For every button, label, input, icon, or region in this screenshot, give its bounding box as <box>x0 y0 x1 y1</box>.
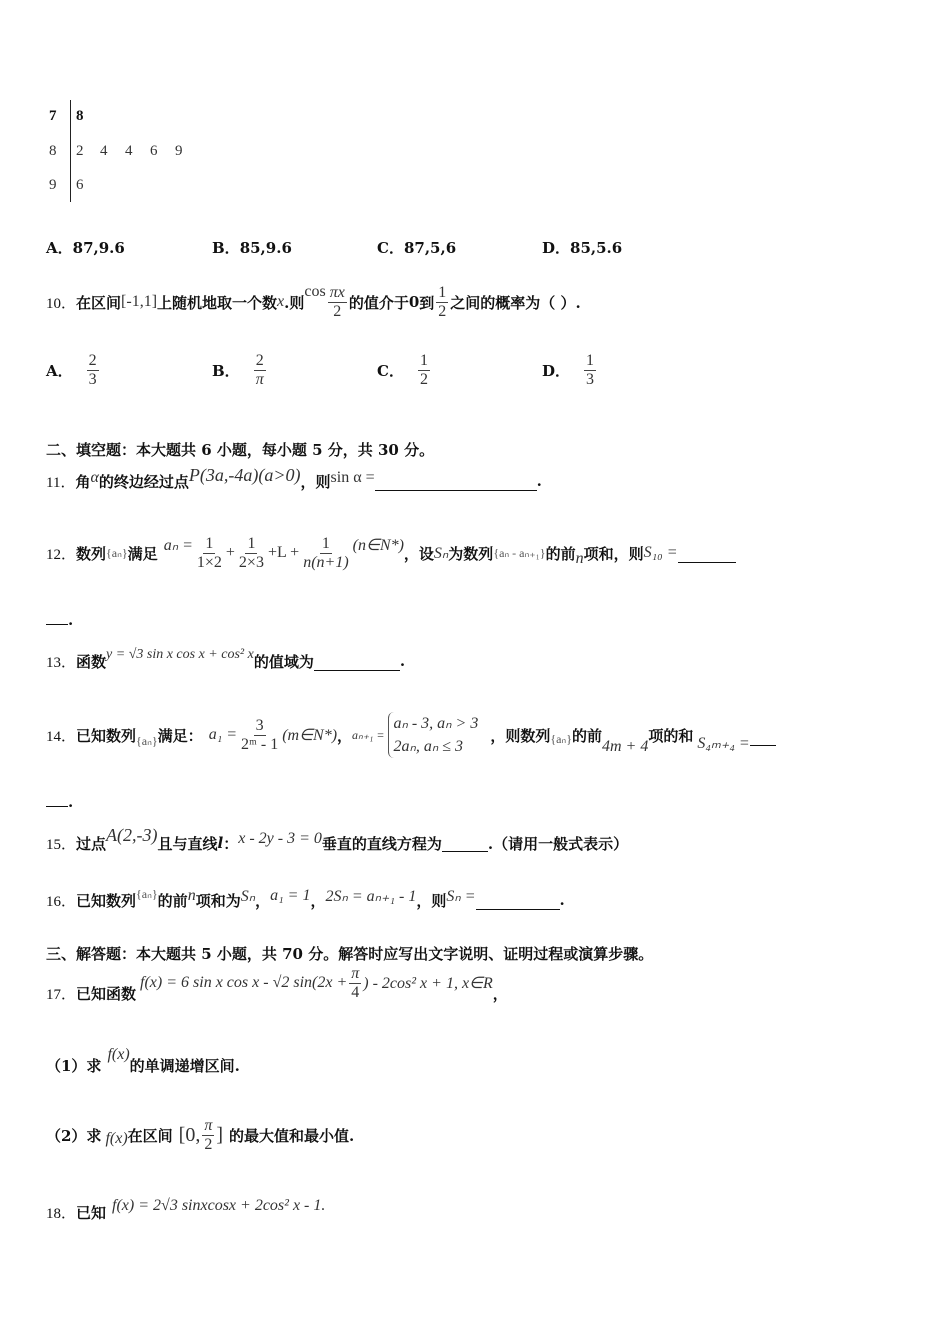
sin-expr: sin α = <box>330 469 375 486</box>
fraction: $\frac{\pi}{2}$ <box>204 1116 213 1153</box>
function-expr: f(x) = 6 sin x cos x - √2 sin(2x + <box>140 974 348 991</box>
condition: (n∈N*) <box>352 537 404 554</box>
answer-blank[interactable] <box>46 610 68 625</box>
section-heading: 二、填空题：本大题共 6 小题，每小题 5 分，共 30 分。 <box>46 441 435 459</box>
q13-text: . <box>399 652 406 670</box>
fraction: $\frac{1}{1\times 2}$ <box>196 534 222 571</box>
answer-blank[interactable] <box>46 792 68 807</box>
q18-text: 已知 <box>76 1203 107 1222</box>
sum-symbol: S₄ₘ₊₄ = <box>697 735 750 752</box>
question-18 <box>46 1195 325 1229</box>
fraction: $\frac{3}{\text{2ᵐ - 1}}$ <box>241 716 279 753</box>
q12-text: ，设 <box>403 544 434 563</box>
stem-divider <box>70 100 71 202</box>
question-number: 14． <box>46 728 77 745</box>
q12-text: 满足 <box>127 544 158 563</box>
q11-text: ，则 <box>300 472 331 491</box>
sum-symbol: Sₙ = <box>446 888 476 905</box>
sum-symbol: Sₙ <box>240 888 256 905</box>
q14-text: ， <box>337 726 353 745</box>
q17-part-1 <box>46 1048 240 1082</box>
option-b: B．85,9.6 <box>212 239 292 257</box>
stem-value: 7 <box>49 108 57 124</box>
q15-text: 且与直线 <box>157 834 218 853</box>
answer-blank[interactable] <box>678 544 736 563</box>
q15-text: 垂直的直线方程为 <box>321 834 442 853</box>
question-15 <box>46 826 628 860</box>
point: A(2,-3) <box>106 824 158 845</box>
term-count: 4m + 4 <box>601 738 649 755</box>
alpha: α <box>90 469 99 486</box>
fraction: $\frac{1}{2}$ <box>438 283 447 320</box>
q14-text: 满足： <box>157 726 203 745</box>
q11-text: 角 <box>75 472 91 491</box>
first-term: a₁ = <box>208 726 238 743</box>
interval: [0, <box>178 1123 201 1146</box>
leaf-value: 4 <box>100 143 108 159</box>
q12-text: 项和，则 <box>583 544 644 563</box>
option-a: A．87,9.6 <box>46 239 125 257</box>
leaf-value: 6 <box>150 143 158 159</box>
part-label: （2）求 <box>46 1126 102 1145</box>
leaf-value: 4 <box>125 143 133 159</box>
answer-blank[interactable] <box>375 472 537 491</box>
sum-symbol: Sₙ <box>433 545 449 562</box>
q10-text: 0 <box>408 293 420 311</box>
section-heading: 三、解答题：本大题共 5 小题，共 70 分。解答时应写出文字说明、证明过程或演算步骤。 <box>46 945 654 963</box>
q17-part-2 <box>46 1108 354 1162</box>
relation: 2Sₙ = aₙ₊₁ - 1 <box>325 888 417 905</box>
question-number: 18． <box>46 1205 77 1222</box>
q16-text: . <box>559 891 565 909</box>
q11-text: 的终边经过点 <box>98 472 189 491</box>
q15-text: .（请用一般式表示） <box>487 834 629 853</box>
q12-text: 数列 <box>76 544 107 563</box>
q12-continuation: . <box>46 610 73 629</box>
recurrence-lhs: aₙ₊₁ = <box>352 727 385 742</box>
line-equation: x - 2y - 3 = 0 <box>238 830 322 847</box>
function-name: f(x) <box>107 1046 130 1063</box>
part-label: （1）求 <box>46 1056 102 1075</box>
ellipsis: +L + <box>267 544 300 561</box>
sequence: {aₙ} <box>550 731 572 746</box>
function-expr: y = √3 sin x cos x + cos² x <box>106 647 254 662</box>
condition: (m∈N*) <box>282 727 338 744</box>
question-14 <box>46 700 776 770</box>
function-expr: ) - 2cos² x + 1, x∈R <box>363 975 493 992</box>
q14-text: 的前 <box>571 726 602 745</box>
part-text: 的最大值和最小值. <box>229 1126 355 1145</box>
variable: x <box>277 293 285 310</box>
q10-text: .则 <box>284 293 305 312</box>
sum-symbol: S₁₀ = <box>643 544 678 561</box>
fraction: $\frac{1}{2\times 3}$ <box>238 534 264 571</box>
q16-text: 项和为 <box>195 891 241 910</box>
stem-value: 8 <box>49 143 57 159</box>
variable: n <box>575 550 584 567</box>
q14-text: ，则数列 <box>490 726 551 745</box>
fraction: $\frac{\pi x}{2}$ <box>329 283 345 320</box>
interval: [-1,1] <box>121 293 158 310</box>
function-expr: f(x) = 2√3 sinxcosx + 2cos² x - 1. <box>112 1197 326 1214</box>
question-number: 11． <box>46 474 76 491</box>
q16-text: ， <box>255 891 271 910</box>
q10-text: 之间的概率为（ ）. <box>450 293 581 312</box>
option-c: C．87,5,6 <box>377 239 457 257</box>
stem-value: 9 <box>49 177 57 193</box>
q14-text: 已知数列 <box>76 726 137 745</box>
sequence: {aₙ} <box>136 733 158 748</box>
sequence: {aₙ} <box>106 545 128 560</box>
interval: ] <box>216 1123 224 1146</box>
variable: n <box>187 887 196 904</box>
cos-label: cos <box>304 283 326 300</box>
answer-blank[interactable] <box>442 835 488 852</box>
q11-text: . <box>536 472 542 490</box>
leaf-value: 6 <box>76 177 84 193</box>
question-number: 13． <box>46 654 77 671</box>
q17-text: ， <box>492 984 508 1003</box>
question-number: 17． <box>46 986 77 1003</box>
question-number: 16． <box>46 893 77 910</box>
point: P(3a,-4a)(a>0) <box>188 464 301 485</box>
q14-continuation: . <box>46 792 73 811</box>
option-c: C． $\frac{1}{2}$ <box>377 352 428 388</box>
plus: + <box>225 544 235 561</box>
leaf-value: 8 <box>76 108 84 124</box>
question-number: 10． <box>46 295 77 312</box>
part-text: 在区间 <box>127 1126 173 1145</box>
answer-blank[interactable] <box>750 725 776 746</box>
answer-blank[interactable] <box>476 891 560 910</box>
q15-text: ： <box>223 834 239 853</box>
sequence: {aₙ} <box>136 886 158 901</box>
leaf-value: 9 <box>175 143 183 159</box>
option-b: B． $\frac{2}{\pi}$ <box>212 352 264 388</box>
option-d: D． $\frac{1}{3}$ <box>542 352 595 388</box>
question-17 <box>46 964 508 1018</box>
q14-text: 项的和 <box>648 726 694 745</box>
question-number: 12． <box>46 546 77 563</box>
part-text: 的单调递增区间. <box>129 1056 240 1075</box>
question-12 <box>46 518 736 588</box>
q13-text: 的值域为 <box>253 652 314 671</box>
q10-text: 到 <box>419 293 435 312</box>
q15-text: 过点 <box>76 834 107 853</box>
question-10 <box>46 272 581 332</box>
question-13 <box>46 646 405 676</box>
q10-text: 的值介于 <box>348 293 409 312</box>
q16-text: 的前 <box>157 891 188 910</box>
q16-text: ，则 <box>416 891 447 910</box>
q16-text: ， <box>310 891 326 910</box>
line-name: l <box>217 834 224 852</box>
lhs: aₙ = <box>163 537 193 554</box>
question-11 <box>46 465 542 497</box>
leaf-value: 2 <box>76 143 84 159</box>
q10-text: 在区间 <box>76 293 122 312</box>
fraction: $\frac{1}{n(n+1)}$ <box>303 534 349 571</box>
option-d: D．85,5.6 <box>542 239 623 257</box>
piecewise: aₙ - 3, aₙ > 3 2aₙ, aₙ ≤ 3 <box>388 712 478 758</box>
function-name: f(x) <box>105 1130 128 1147</box>
fraction: $\frac{\pi}{4}$ <box>351 964 360 1001</box>
question-number: 15． <box>46 836 77 853</box>
option-a: A． $\frac{2}{3}$ <box>46 352 97 388</box>
sequence: {aₙ - aₙ₊₁} <box>493 545 546 560</box>
q13-text: 函数 <box>76 652 107 671</box>
q12-text: 为数列 <box>448 544 494 563</box>
first-term: a₁ = 1 <box>270 887 311 904</box>
q16-text: 已知数列 <box>76 891 137 910</box>
q17-text: 已知函数 <box>76 984 137 1003</box>
answer-blank[interactable] <box>314 652 400 671</box>
q10-text: 上随机地取一个数 <box>157 293 278 312</box>
question-16 <box>46 882 565 918</box>
q12-text: 的前 <box>545 544 576 563</box>
